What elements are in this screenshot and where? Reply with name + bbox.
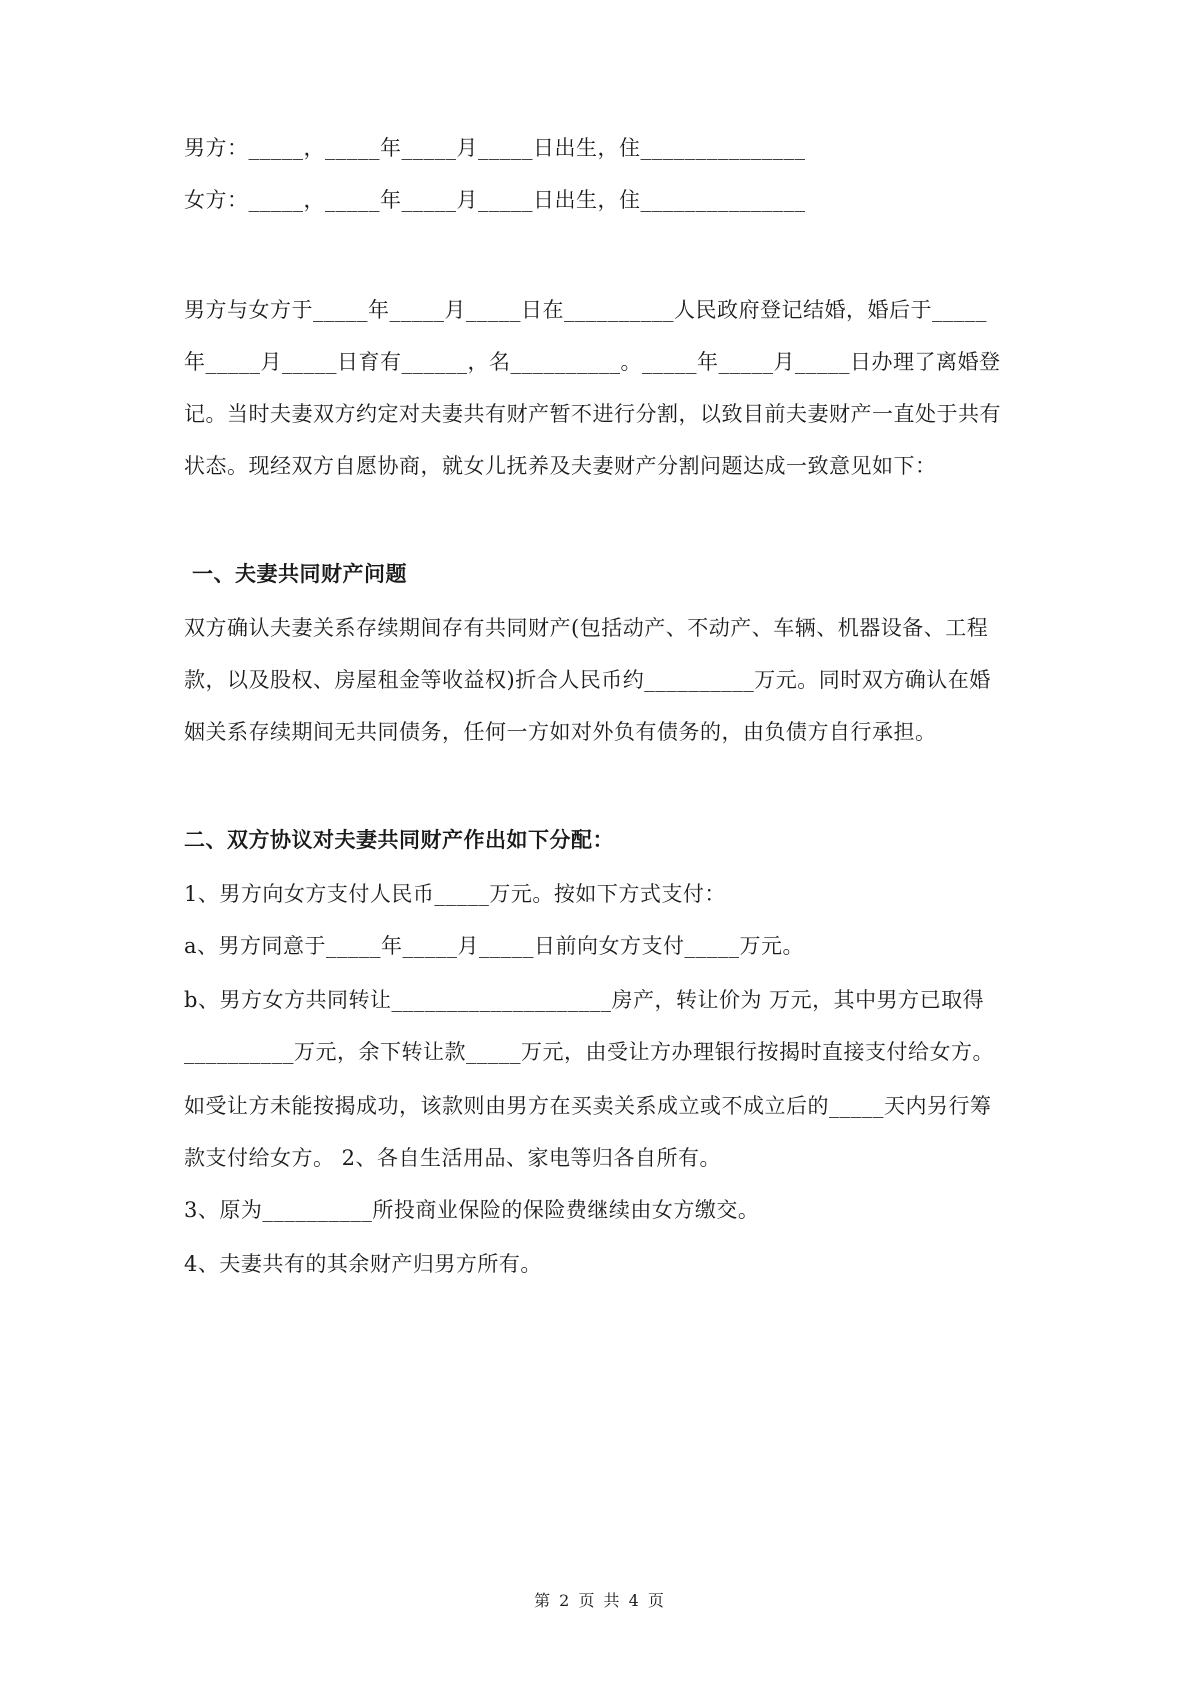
section-2-item-a: a、男方同意于_____年_____月_____日前向女方支付_____万元。 [184,934,805,958]
section-2-item-b-line-4: 款支付给女方。 2、各自生活用品、家电等归各自所有。 [184,1146,722,1170]
section-2-item-b-line-2: __________万元，余下转让款_____万元，由受让方办理银行按揭时直接支付给女方。 [184,1040,994,1064]
section-2-item-b-line-3: 如受让方未能按揭成功，该款则由男方在买卖关系成立或不成立后的_____天内另行筹 [184,1094,992,1118]
section-1-line-1: 双方确认夫妻关系存续期间存有共同财产(包括动产、不动产、车辆、机器设备、工程 [184,616,989,640]
intro-line-2: 年_____月_____日育有______，名__________。_____年_____月_____日办理了离婚登 [184,350,1001,374]
section-2-item-1: 1、男方向女方支付人民币_____万元。按如下方式支付： [184,882,726,906]
section-1-line-3: 姻关系存续期间无共同债务，任何一方如对外负有债务的，由负债方自行承担。 [184,720,937,744]
intro-line-4: 状态。现经双方自愿协商，就女儿抚养及夫妻财产分割问题达成一致意见如下： [184,454,937,478]
section-2-item-b-line-1: b、男方女方共同转让____________________房产，转让价为 万元，其中男方已取得 [184,988,985,1012]
male-party-line: 男方：_____，_____年_____月_____日出生，住_______________ [184,136,806,160]
section-2-item-4: 4、夫妻共有的其余财产归男方所有。 [184,1252,542,1276]
intro-line-1: 男方与女方于_____年_____月_____日在__________人民政府登记结婚，婚后于_____ [184,298,987,322]
female-party-line: 女方：_____，_____年_____月_____日出生，住_______________ [184,188,806,212]
intro-line-3: 记。当时夫妻双方约定对夫妻共有财产暂不进行分割，以致目前夫妻财产一直处于共有 [184,402,1001,426]
section-2-heading: 二、双方协议对夫妻共同财产作出如下分配： [184,827,614,852]
page-number-footer: 第 2 页 共 4 页 [534,1591,666,1610]
section-1-line-2: 款，以及股权、房屋租金等收益权)折合人民币约__________万元。同时双方确认在婚 [184,668,991,692]
section-1-heading: 一、夫妻共同财产问题 [192,561,407,586]
section-2-item-3: 3、原为__________所投商业保险的保险费继续由女方缴交。 [184,1198,760,1222]
